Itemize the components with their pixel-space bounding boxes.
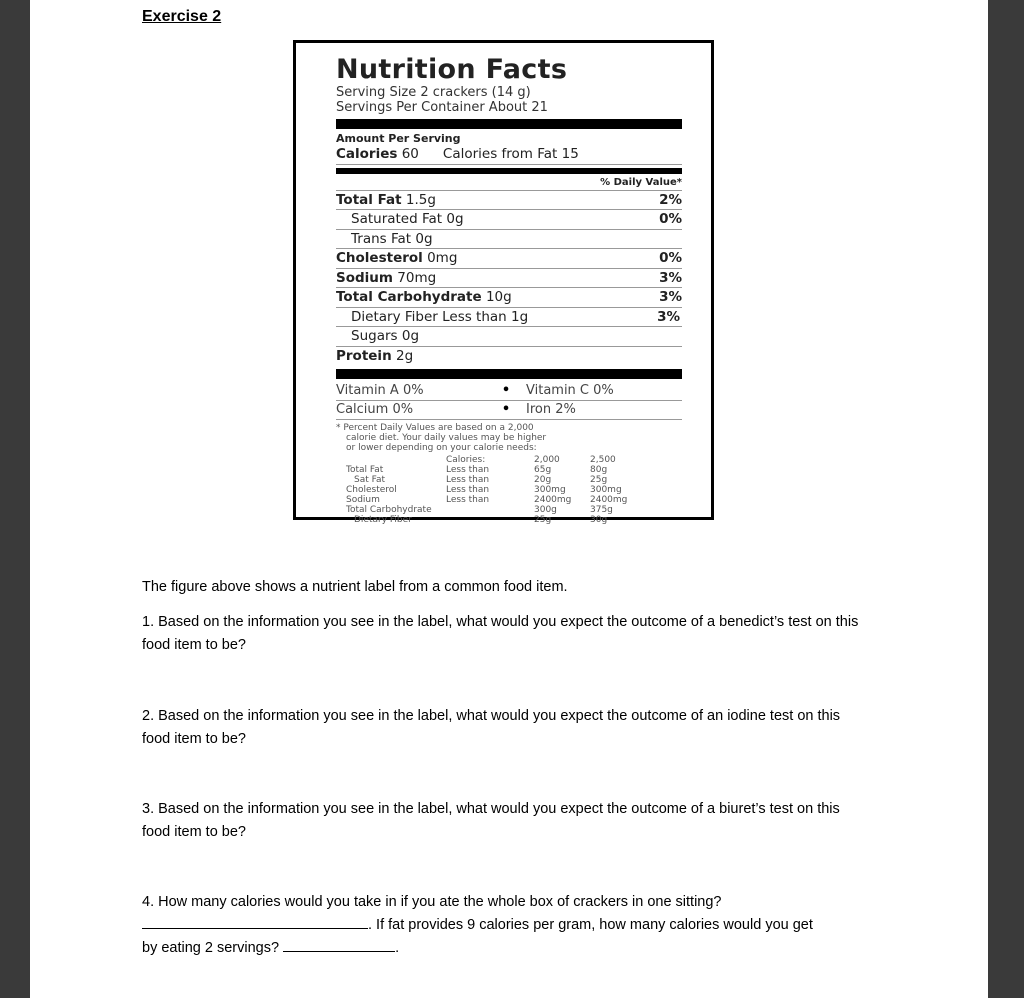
nutrient-name: Saturated Fat [351, 211, 443, 228]
nutrient-name: Cholesterol [336, 250, 423, 267]
nutrient-name: Trans Fat [351, 230, 412, 247]
calories-label: Calories [336, 146, 398, 163]
table-row [336, 485, 682, 495]
nutrient-name: Total Fat [336, 191, 402, 208]
table-cell: 80g [590, 465, 608, 475]
nutrient-row-trans-fat [336, 230, 682, 250]
table-row [336, 515, 682, 525]
nutrient-dv: 2% [659, 191, 682, 208]
table-row [336, 505, 682, 515]
nutrition-label-image [293, 40, 714, 525]
table-cell: Less than [446, 485, 490, 495]
divider-thick [336, 119, 682, 129]
answer-blank-1[interactable] [142, 914, 368, 929]
serving-size: Serving Size 2 crackers (14 g) [336, 85, 531, 100]
table-cell: 2,000 [534, 455, 560, 465]
table-cell: Total Carbohydrate [346, 505, 432, 515]
table-cell: Calories: [446, 455, 486, 465]
table-header-row [336, 455, 682, 465]
intro-text: The figure above shows a nutrient label from a common food item. [142, 579, 568, 595]
table-cell: Less than [446, 475, 490, 485]
table-row [336, 475, 682, 485]
table-cell: 65g [534, 465, 552, 475]
footnote-line: * Percent Daily Values are based on a 2,000 [336, 423, 534, 433]
nutrient-name: Total Carbohydrate [336, 289, 482, 306]
table-cell: 300mg [590, 485, 622, 495]
question-2: 2. Based on the information you see in the label, what would you expect the outcome of an iodine test on this food item to be? [142, 708, 841, 747]
daily-value-header: % Daily Value* [336, 176, 682, 191]
table-cell: 300mg [534, 485, 566, 495]
nutrient-amount: 1.5g [405, 191, 436, 208]
table-cell: 30g [590, 515, 608, 525]
bullet: • [501, 383, 511, 398]
question-4-line-1: 4. How many calories would you take in if you ate the whole box of crackers in one sitting? [142, 894, 722, 910]
bullet: • [501, 402, 511, 417]
footnote-line: calorie diet. Your daily values may be higher [346, 433, 547, 443]
table-row [336, 465, 682, 475]
table-cell: Sat Fat [354, 475, 386, 485]
nutrient-dv: 0% [659, 211, 682, 228]
divider-thick-2 [336, 369, 682, 379]
calories-value: 60 [401, 146, 419, 163]
nutrient-name: Sugars [351, 328, 398, 345]
nutrient-row-total-carbohydrate [336, 288, 682, 308]
table-cell: 300g [534, 505, 557, 515]
question-3: 3. Based on the information you see in the label, what would you expect the outcome of a biuret’s test on this food item to be? [142, 801, 840, 840]
table-cell: 2400mg [534, 495, 572, 505]
table-cell: 2,500 [590, 455, 616, 465]
table-cell: 25g [534, 515, 552, 525]
nutrient-row-total-fat [336, 191, 682, 211]
nutrient-name: Protein [336, 347, 392, 364]
question-4-text-3: by eating 2 servings? [142, 940, 280, 956]
calcium: Calcium 0% [336, 402, 414, 417]
nutrient-dv: 3% [657, 308, 680, 325]
nutrient-row-sugars [336, 327, 682, 347]
answer-blank-2[interactable] [283, 937, 395, 952]
footnote [336, 423, 682, 453]
table-cell: Less than [446, 495, 490, 505]
table-cell: Less than [446, 465, 490, 475]
vitamin-row-2 [336, 401, 682, 420]
nutrient-row-dietary-fiber [336, 308, 682, 328]
nutrient-row-saturated-fat [336, 210, 682, 230]
calories-row [336, 145, 682, 165]
nutrient-amount: 0g [446, 211, 464, 228]
question-4-text-2: . If fat provides 9 calories per gram, how many calories would you get [368, 917, 813, 933]
table-cell: 2400mg [590, 495, 628, 505]
table-cell: Sodium [346, 495, 380, 505]
calories-from-fat: Calories from Fat 15 [442, 146, 579, 163]
nutrient-amount: Less than 1g [442, 308, 529, 325]
table-cell: 20g [534, 475, 552, 485]
servings-per-container: Servings Per Container About 21 [336, 100, 548, 115]
table-cell: Cholesterol [346, 485, 397, 495]
table-cell: 25g [590, 475, 608, 485]
question-4-line-2 [142, 914, 872, 937]
table-cell: Dietary Fiber [354, 515, 412, 525]
nutrient-amount: 0g [401, 328, 420, 345]
question-4-line-3 [142, 937, 872, 960]
nutrient-amount: 0g [415, 230, 433, 247]
footnote-line: or lower depending on your calorie needs: [346, 443, 537, 453]
nutrition-label [336, 55, 682, 525]
document-page [30, 0, 988, 998]
vitamin-c: Vitamin C 0% [526, 383, 614, 398]
nutrient-name: Sodium [336, 269, 393, 286]
question-4-end: . [395, 940, 400, 956]
table-cell: 375g [590, 505, 613, 515]
vitamin-a: Vitamin A 0% [336, 383, 424, 398]
vitamin-row-1 [336, 382, 682, 401]
exercise-title: Exercise 2 [142, 8, 222, 25]
iron: Iron 2% [526, 402, 576, 417]
question-1: 1. Based on the information you see in the label, what would you expect the outcome of a benedict’s test on this food item to be? [142, 614, 859, 653]
nutrient-amount: 10g [485, 289, 512, 306]
nutrient-row-cholesterol [336, 249, 682, 269]
daily-values-table [336, 455, 682, 525]
table-row [336, 495, 682, 505]
nutrient-amount: 2g [395, 347, 414, 364]
nutrition-facts-title: Nutrition Facts [336, 54, 568, 85]
amount-per-serving: Amount Per Serving [336, 132, 461, 145]
nutrient-dv: 3% [659, 269, 682, 286]
nutrient-dv: 0% [659, 250, 682, 267]
table-cell [336, 455, 446, 465]
table-cell: Total Fat [346, 465, 384, 475]
divider-medium [336, 168, 682, 174]
nutrient-amount: 0mg [427, 250, 458, 267]
nutrient-dv: 3% [659, 289, 682, 306]
nutrient-name: Dietary Fiber [351, 308, 438, 325]
nutrient-amount: 70mg [397, 269, 437, 286]
nutrient-row-protein [336, 347, 682, 366]
nutrient-row-sodium [336, 269, 682, 289]
question-4 [142, 891, 872, 960]
